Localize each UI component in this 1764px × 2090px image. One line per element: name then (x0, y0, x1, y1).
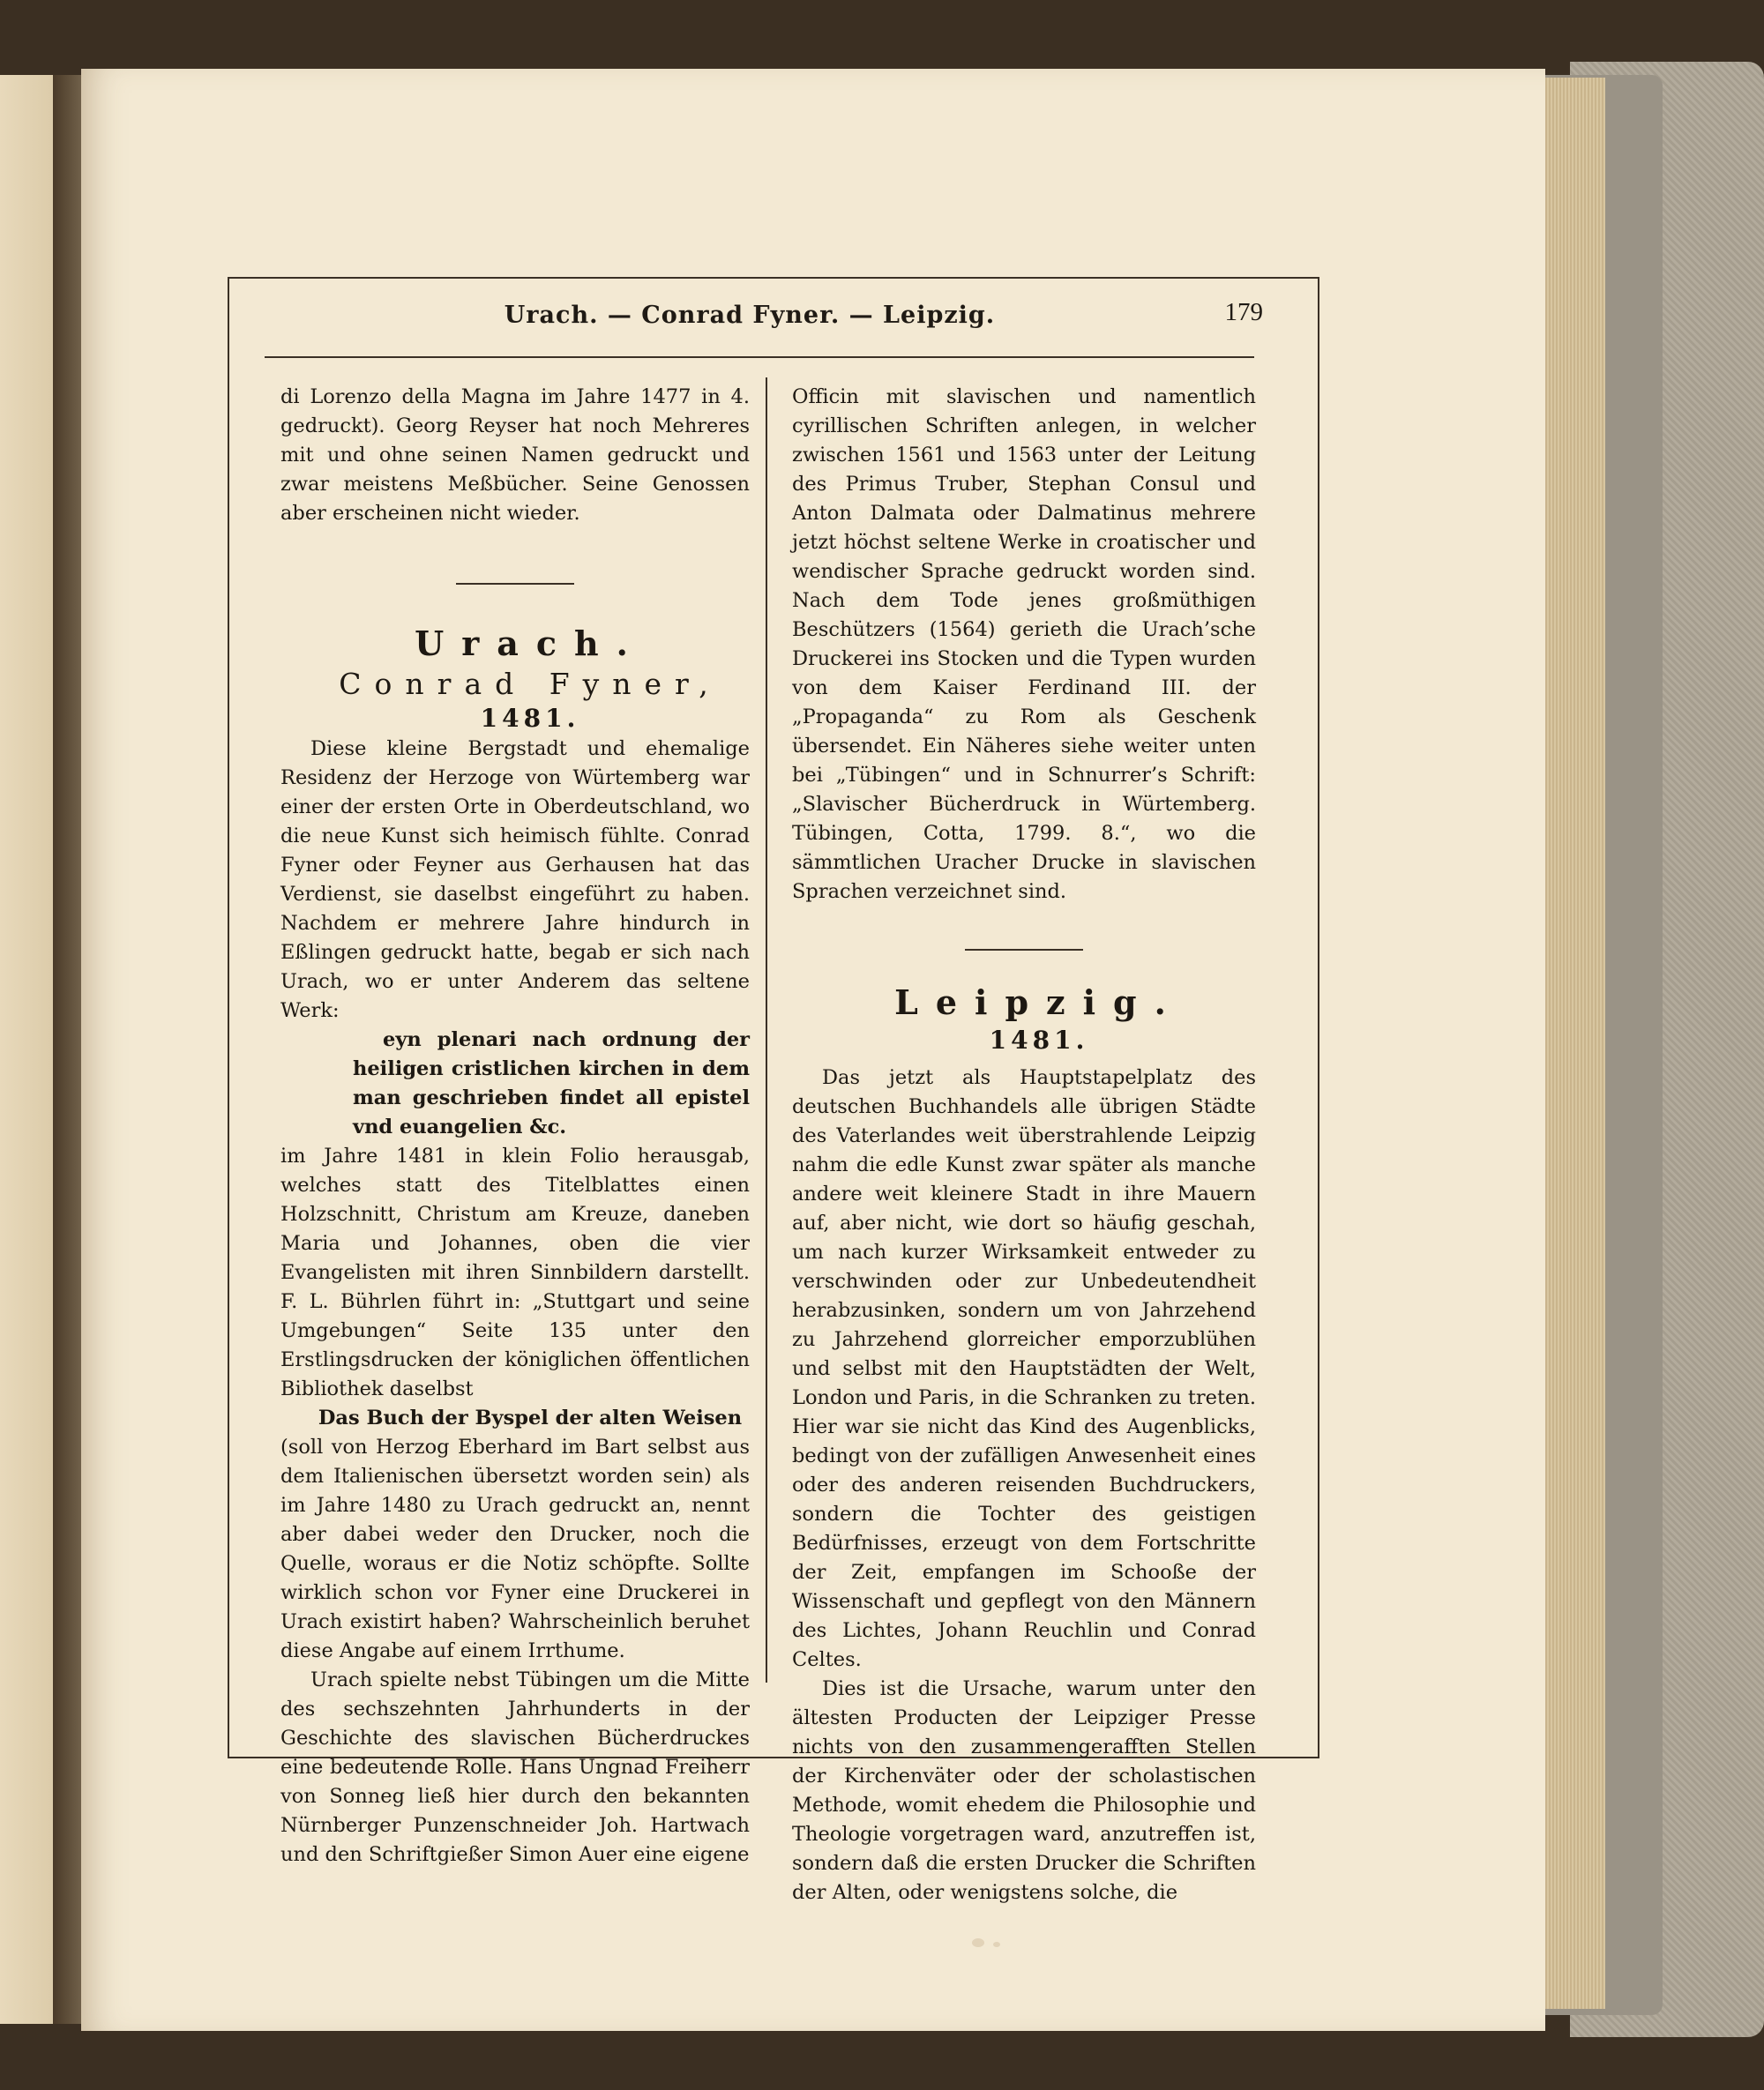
right-column (792, 383, 1256, 1907)
block-quote: eyn plenari nach ordnung der heiligen cristlichen kirchen in dem man geschrieben findet all epistel vnd euangelien &c. (353, 1028, 750, 1138)
section-year: 1481. (480, 704, 580, 733)
section-heading-leipzig: Leipzig. (894, 982, 1184, 1022)
section-heading-urach: Urach. (415, 623, 646, 663)
column-rule (766, 377, 767, 1683)
paragraph: Officin mit slavischen und namentlich cyrillischen Schriften anlegen, in welcher zwischen 1561 und 1563 unter der Leitung des Primus Truber, Stephan Consul und Anton Dalmata oder Dalmatinus mehrere jetzt höchst seltene Werke in croatischer und wendischer Sprache gedruckt worden sind. Nach dem Tode jenes großmüthigen Beschützers (1564) gerieth die Urach’sche Druckerei ins Stocken und die Typen wurden von dem Kaiser Ferdinand III. der „Propaganda“ zu Rom als Geschenk übersendet. Ein Näheres siehe weiter unten bei „Tübingen“ und in Schnurrer’s Schrift: „Slavischer Bücherdruck in Würtemberg. Tübingen, Cotta, 1799. 8.“, wo die sämmtlichen Uracher Drucke in slavischen Sprachen verzeichnet sind. (792, 385, 1256, 903)
page-number: 179 (1224, 298, 1263, 326)
paragraph: Dies ist die Ursache, warum unter den ältesten Producten der Leipziger Presse nichts von den zusammengerafften Stellen der Kirchenväter oder der scholastischen Methode, womit ehedem die Philosophie und Theologie vorgetragen ward, anzutreffen ist, sondern daß die ersten Drucker die Schriften der Alten, oder wenigstens solche, die (792, 1677, 1256, 1904)
book-title: Das Buch der Byspel der alten Weisen (318, 1407, 743, 1429)
paragraph: (soll von Herzog Eberhard im Bart selbst aus dem Italienischen übersetzt worden sein) als im Jahre 1480 zu Urach gedruckt an, nennt aber dabei weder den Drucker, noch die Quelle, woraus er die Notiz schöpfte. Sollte wirklich schon vor Fyner eine Druckerei in Urach existirt haben? Wahrscheinlich beruhet diese Angabe auf einem Irrthume. (280, 1436, 750, 1662)
header-rule (265, 356, 1254, 358)
running-title: Urach. — Conrad Fyner. — Leipzig. (504, 302, 996, 329)
paper-spot (993, 1942, 1000, 1947)
left-column (280, 383, 750, 1870)
paragraph: Urach spielte nebst Tübingen um die Mitte des sechszehnten Jahrhunderts in der Geschichte des slavischen Bücherdruckes eine bedeutende Rolle. Hans Ungnad Freiherr von Sonneg ließ hier durch den bekannten Nürnberger Punzenschneider Joh. Hartwach und den Schriftgießer Simon Auer eine eigene (280, 1668, 750, 1866)
paragraph: im Jahre 1481 in klein Folio herausgab, welches statt des Titelblattes einen Holzschnitt, Christum am Kreuze, daneben Maria und Johannes, oben die vier Evangelisten mit ihren Sinnbildern darstellt. F. L. Bührlen führt in: „Stuttgart und seine Umgebungen“ Seite 135 unter den Erstlingsdrucken der königlichen öffentlichen Bibliothek daselbst (280, 1145, 750, 1400)
paragraph: Das jetzt als Hauptstapelplatz des deutschen Buchhandels alle übrigen Städte des Vaterlandes weit überstrahlende Leipzig nahm die edle Kunst zwar später als manche andere weit kleinere Stadt in ihre Mauern auf, aber nicht, wie dort so häufig geschah, um nach kurzer Wirksamkeit entweder zu verschwinden oder zur Unbedeutendheit herabzusinken, sondern um von Jahrzehend zu Jahrzehend glorreicher emporzublühen und selbst mit den Hauptstädten der Welt, London und Paris, in die Schranken zu treten. Hier war sie nicht das Kind des Augenblicks, bedingt von der zufälligen Anwesenheit eines oder des anderen reisenden Buchdruckers, sondern die Tochter des geistigen Bedürfnisses, erzeugt von dem Fortschritte der Zeit, empfangen im Schooße der Wissenschaft und gepflegt von den Männern des Lichtes, Johann Reuchlin und Conrad Celtes. (792, 1066, 1256, 1671)
printer-heading: Conrad Fyner, (339, 667, 721, 701)
paragraph-intro: di Lorenzo della Magna im Jahre 1477 in 4. gedruckt). Georg Reyser hat noch Mehreres mit und ohne seinen Namen gedruckt und zwar meistens Meßbücher. Seine Genossen aber erscheinen nicht wieder. (280, 385, 750, 525)
paragraph: Diese kleine Bergstadt und ehemalige Residenz der Herzoge von Würtemberg war einer der ersten Orte in Oberdeutschland, wo die neue Kunst sich heimisch fühlte. Conrad Fyner oder Feyner aus Gerhausen hat das Verdienst, sie daselbst eingeführt zu haben. Nachdem er mehrere Jahre hindurch in Eßlingen gedruckt hatte, begab er sich nach Urach, wo er unter Anderem das seltene Werk: (280, 737, 750, 1022)
running-head (236, 298, 1263, 342)
paper-spot (972, 1938, 984, 1947)
section-year: 1481. (989, 1026, 1089, 1055)
